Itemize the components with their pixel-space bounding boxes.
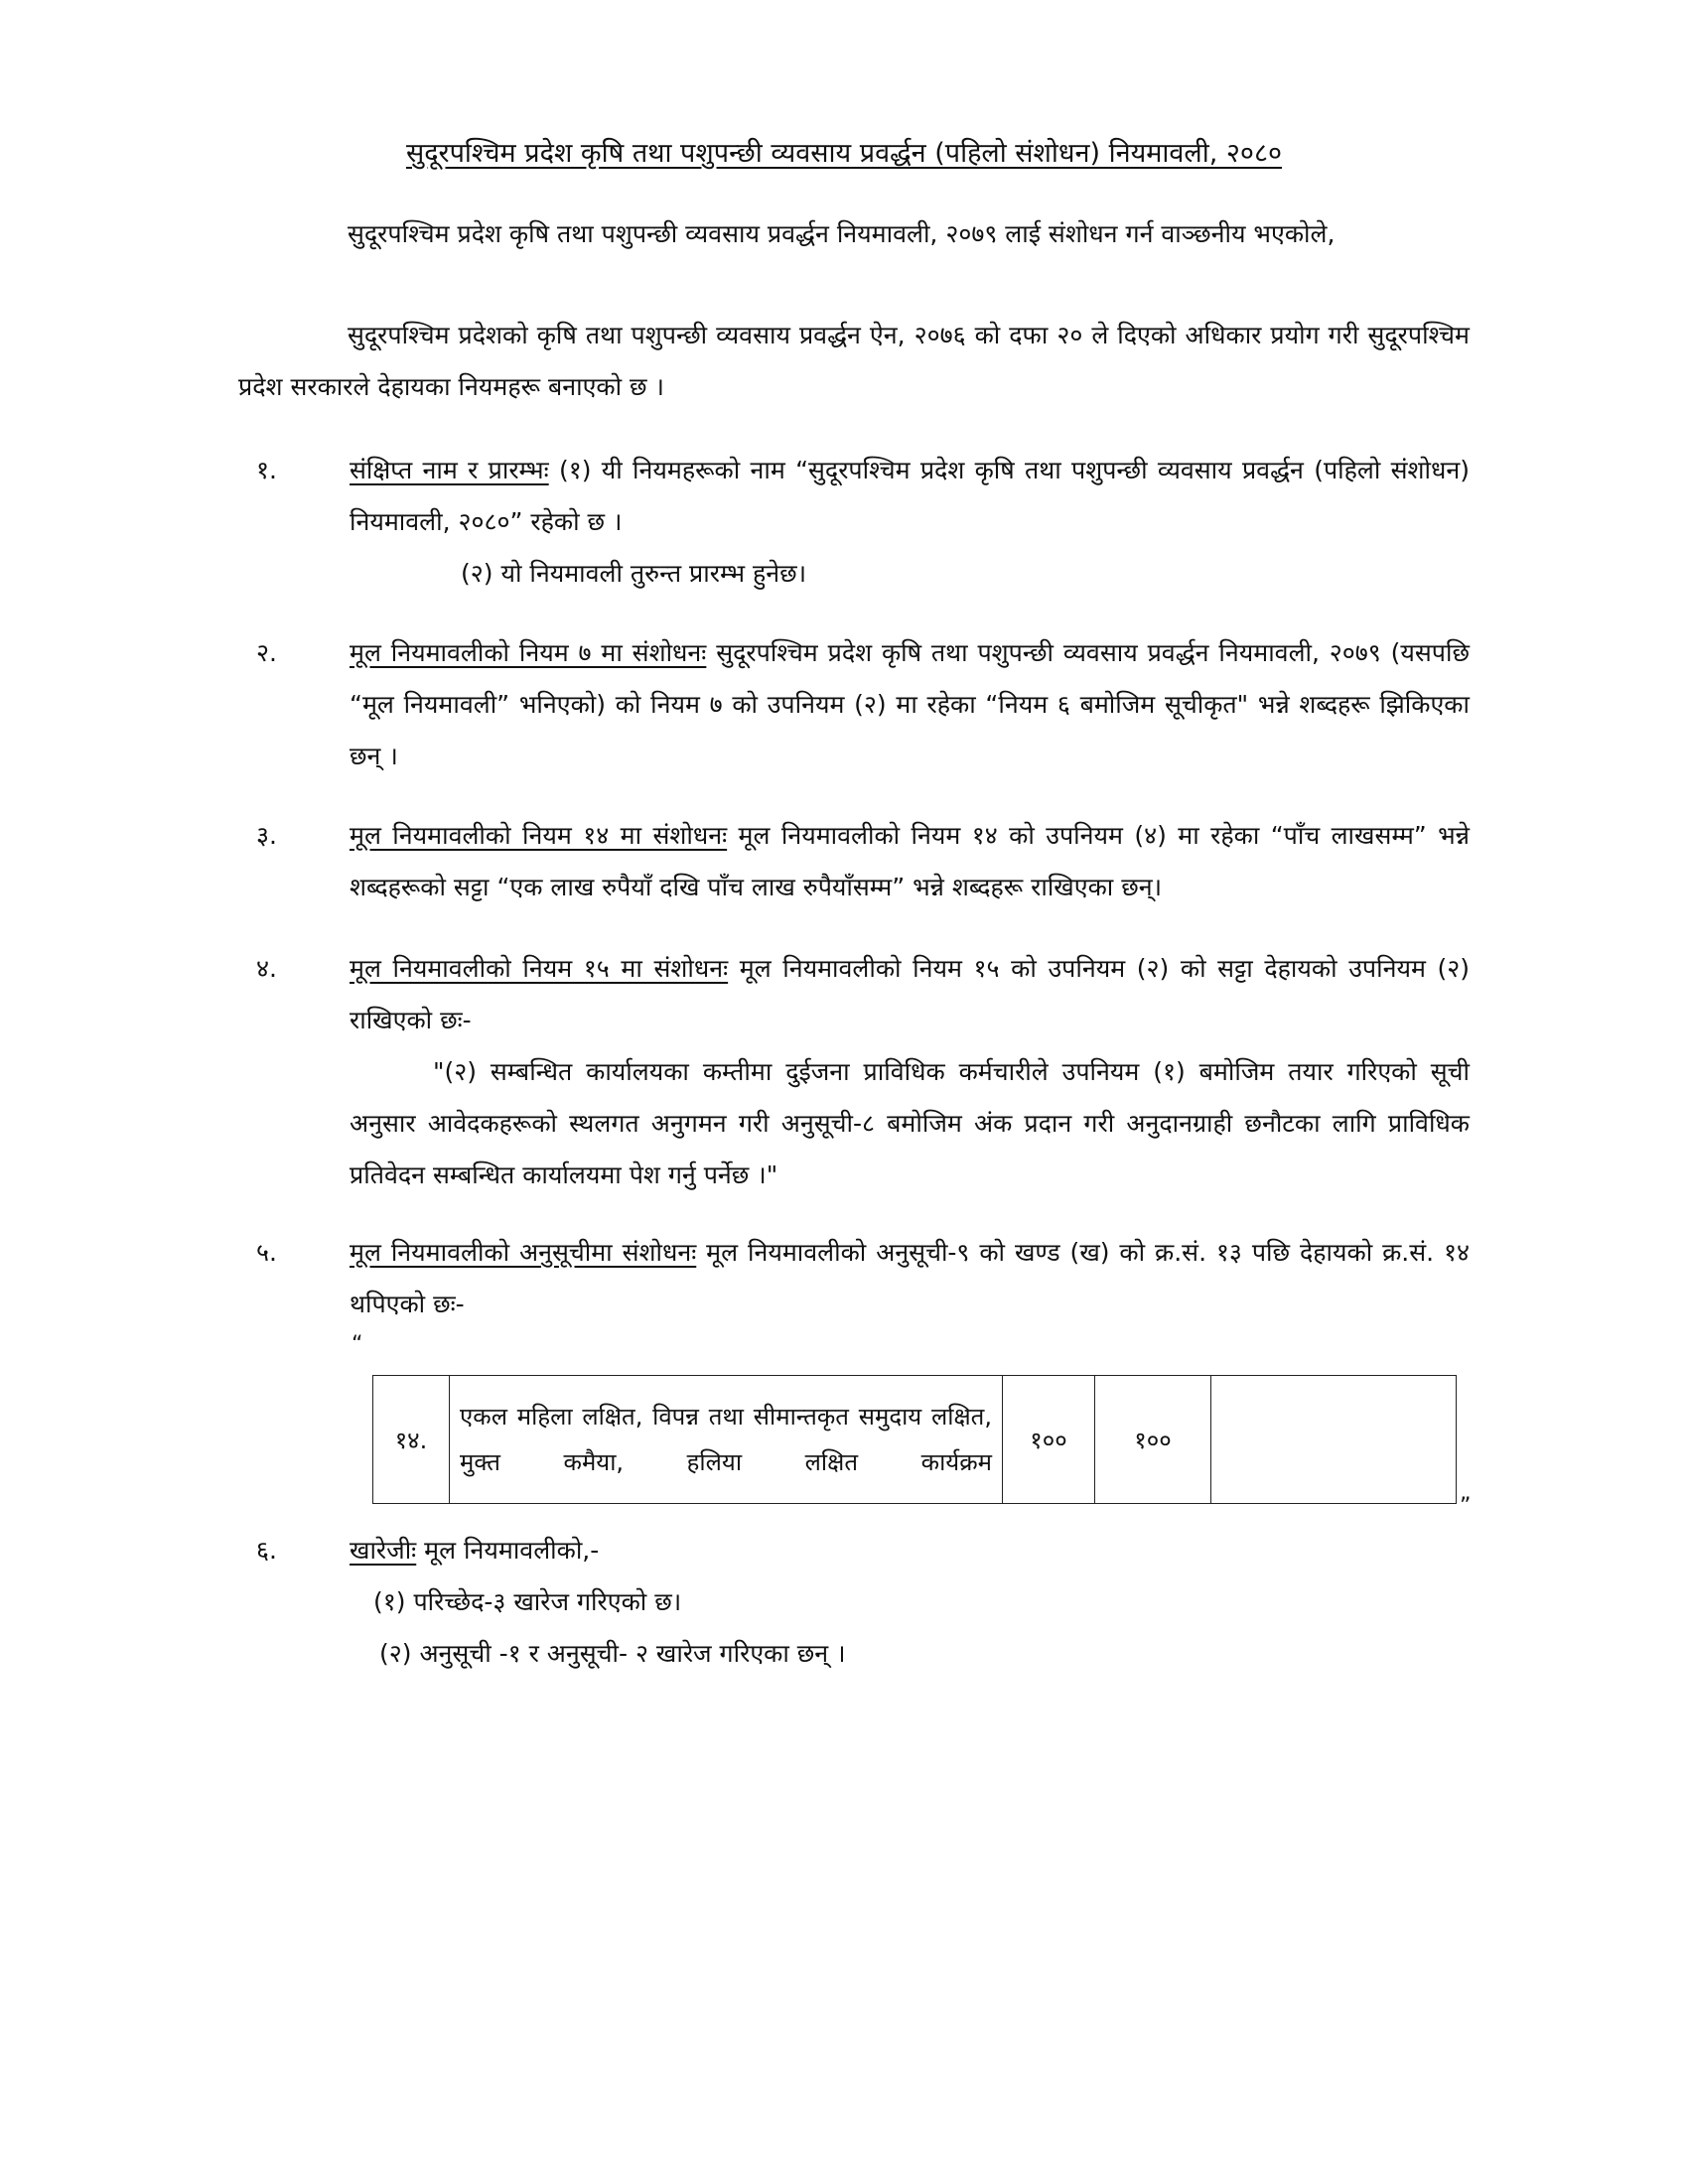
document-title: सुदूरपश्चिम प्रदेश कृषि तथा पशुपन्छी व्यवसाय प्रवर्द्धन (पहिलो संशोधन) नियमावली, २०८०: [405, 138, 1283, 169]
empty-cell: [1211, 1376, 1457, 1504]
repeal-item-2: (२) अनुसूची -१ र अनुसूची- २ खारेज गरिएका छन् ।: [379, 1639, 846, 1668]
section-number: ३.: [256, 821, 277, 850]
section-heading: खारेजीः: [350, 1536, 417, 1565]
section-body: खारेजीः मूल नियमावलीको,-: [350, 1536, 600, 1565]
section-number: २.: [256, 638, 277, 667]
description-cell: एकल महिला लक्षित, विपन्न तथा सीमान्तकृत समुदाय लक्षित, मुक्त कमैया, हलिया लक्षित कार्यक्रम: [450, 1376, 1003, 1504]
subrule: (२) यो नियमावली तुरुन्त प्रारम्भ हुनेछ।: [461, 559, 807, 588]
section-heading: मूल नियमावलीको अनुसूचीमा संशोधनः: [350, 1238, 697, 1267]
closing-quote: ”: [1460, 1494, 1472, 1519]
quoted-subrule: "(२) सम्बन्धित कार्यालयका कम्तीमा दुईजना प्राविधिक कर्मचारीले उपनियम (१) बमोजिम तयार गरिएको सूची अनुसार आवेदकहरूको स्थलगत अनुगमन गरी अनुसूची-८ बमोजिम अंक प्रदान गरी अनुदानग्राही छनौटका लागि प्राविधिक प्रतिवेदन सम्बन्धित कार्यालयमा पेश गर्नु पर्नेछ ।": [350, 1057, 1470, 1189]
section-body: मूल नियमावलीको नियम १४ मा संशोधनः मूल नियमावलीको नियम १४ को उपनियम (४) मा रहेका “पाँच लाखसम्म” भन्ने शब्दहरूको सट्टा “एक लाख रुपैयाँ दखि पाँच लाख रुपैयाँसम्म” भन्ने शब्दहरू राखिएका छन्।: [350, 821, 1470, 901]
section-number: ४.: [256, 954, 277, 983]
value-cell-1: १००: [1003, 1376, 1095, 1504]
preamble-paragraph-1: सुदूरपश्चिम प्रदेश कृषि तथा पशुपन्छी व्यवसाय प्रवर्द्धन नियमावली, २०७९ लाई संशोधन गर्न वाञ्छनीय भएकोले,: [348, 219, 1336, 248]
schedule-table: [372, 1375, 1457, 1504]
section-body: संक्षिप्त नाम र प्रारम्भः (१) यी नियमहरूको नाम “सुदूरपश्चिम प्रदेश कृषि तथा पशुपन्छी व्यवसाय प्रवर्द्धन (पहिलो संशोधन) नियमावली, २०८०” रहेको छ ।: [350, 456, 1470, 536]
opening-quote: “: [352, 1332, 363, 1357]
section-number: ५.: [256, 1238, 277, 1267]
section-heading: मूल नियमावलीको नियम १५ मा संशोधनः: [350, 954, 729, 983]
preamble-paragraph-2: सुदूरपश्चिम प्रदेशको कृषि तथा पशुपन्छी व्यवसाय प्रवर्द्धन ऐन, २०७६ को दफा २० ले दिएको अधिकार प्रयोग गरी सुदूरपश्चिम प्रदेश सरकारले देहायका नियमहरू बनाएको छ ।: [238, 321, 1470, 401]
section-heading: संक्षिप्त नाम र प्रारम्भः: [350, 456, 549, 484]
section-body: मूल नियमावलीको नियम ७ मा संशोधनः सुदूरपश्चिम प्रदेश कृषि तथा पशुपन्छी व्यवसाय प्रवर्द्धन नियमावली, २०७९ (यसपछि “मूल नियमावली” भनिएको) को नियम ७ को उपनियम (२) मा रहेका “नियम ६ बमोजिम सूचीकृत" भन्ने शब्दहरू झिकिएका छन् ।: [350, 638, 1471, 770]
serial-cell: १४.: [373, 1376, 450, 1504]
section-body: मूल नियमावलीको अनुसूचीमा संशोधनः मूल नियमावलीको अनुसूची-९ को खण्ड (ख) को क्र.सं. १३ पछि देहायको क्र.सं. १४ थपिएको छः-: [350, 1238, 1470, 1318]
section-heading: मूल नियमावलीको नियम ७ मा संशोधनः: [350, 638, 707, 667]
section-number: १.: [256, 456, 277, 484]
section-number: ६.: [256, 1536, 277, 1565]
section-body: मूल नियमावलीको नियम १५ मा संशोधनः मूल नियमावलीको नियम १५ को उपनियम (२) को सट्टा देहायको उपनियम (२) राखिएको छः-: [350, 954, 1471, 1034]
repeal-item-1: (१) परिच्छेद-३ खारेज गरिएको छ।: [373, 1587, 682, 1616]
section-heading: मूल नियमावलीको नियम १४ मा संशोधनः: [350, 821, 728, 850]
table-row: [373, 1376, 1457, 1504]
value-cell-2: १००: [1095, 1376, 1211, 1504]
